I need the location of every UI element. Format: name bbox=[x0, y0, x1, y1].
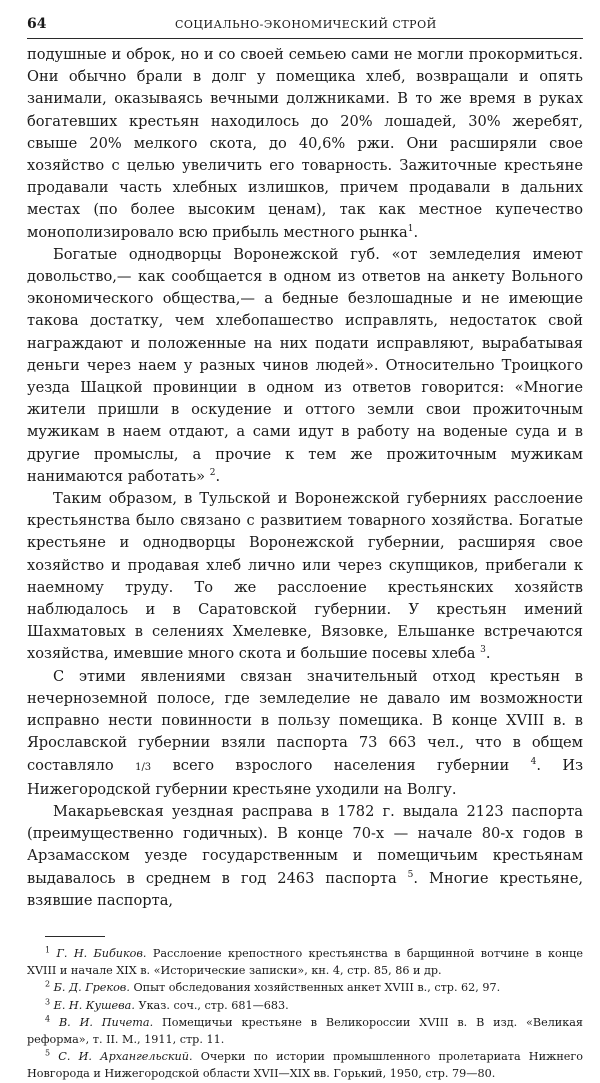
page-number: 64 bbox=[27, 16, 47, 32]
paragraph-text: . bbox=[485, 645, 491, 663]
footnote-author: В. И. Пичета. bbox=[58, 1015, 154, 1029]
paragraph-text: всего взрослого населения губернии bbox=[172, 756, 510, 774]
footnote-number: 5 bbox=[45, 1048, 51, 1058]
footnote-ref: 3 bbox=[480, 645, 486, 656]
paragraph-text: . Многие крестьяне, взявшие паспорта, bbox=[27, 869, 583, 909]
footnote-4 bbox=[27, 1014, 583, 1048]
footnote-number: 1 bbox=[45, 945, 51, 955]
footnote-text: Помещичьи крестьяне в Великороссии XVIII в. В изд. «Великая реформа», т. II. М., 1911, стр. 11. bbox=[27, 1015, 583, 1046]
book-page bbox=[27, 14, 584, 1081]
footnote-text: Расслоение крепостного крестьянства в барщинной вотчине в конце XVIII и начале XIX в. «Исторические записки», кн. 4, стр. 85, 86 и др. bbox=[27, 946, 583, 978]
paragraph-text: . bbox=[215, 467, 221, 485]
paragraph-text: Макарьевская уездная расправа в 1782 г. выдала 2123 паспорта (преимущественно годичных). В конце 70-х — начале 80-х годов в Арзамасском уезде государственным и помещичьим крестьянам выдавалось в среднем в год 2463 паспорта bbox=[27, 802, 583, 887]
paragraph-4 bbox=[27, 666, 583, 801]
footnote-1 bbox=[27, 945, 583, 979]
footnote-author: Г. Н. Бибиков. bbox=[56, 946, 147, 960]
paragraph-text: подушные и оброк, но и со своей семьею сами не могли прокормиться. Они обычно брали в долг у помещика хлеб, возвращали и опять занимали, оказываясь вечными должниками. В то же время в руках богатевших крестьян находилось до 20% лошадей, 30% жеребят, свыше 20% мелкого скота, до 40,6% ржи. Они расширяли свое хозяйство с целью увеличить его товарность. Зажиточные крестьяне продавали часть хлебных излишков, причем продавали в дальних местах (по более высоким ценам), так как местное купечество монополизировало всю прибыль местного рынка bbox=[27, 46, 583, 241]
footnote-text: Опыт обследования хозяйственных анкет XVIII в., стр. 62, 97. bbox=[133, 981, 501, 995]
paragraph-text: С этими явлениями связан значительный отход крестьян в нечерноземной полосе, где земледелие не давало им возможности исправно нести повинности в пользу помещика. В конце XVIII в. в Ярославской губернии взяли паспорта 73 663 чел., что в общем составляло bbox=[27, 667, 583, 774]
footnote-divider bbox=[45, 936, 105, 937]
fraction: 1/3 bbox=[135, 761, 152, 773]
footnotes bbox=[27, 945, 583, 1083]
footnote-author: Е. Н. Кушева. bbox=[53, 998, 135, 1012]
paragraph-3 bbox=[27, 488, 583, 666]
paragraph-1 bbox=[27, 44, 583, 244]
footnote-5 bbox=[27, 1048, 583, 1082]
footnote-ref: 1 bbox=[407, 223, 414, 234]
paragraph-2 bbox=[27, 244, 583, 488]
footnote-ref: 4 bbox=[530, 756, 537, 767]
footnote-ref: 5 bbox=[407, 869, 414, 880]
footnote-text: Очерки по истории промышленного пролетариата Нижнего Новгорода и Нижегородской области XVII—XIX вв. Горький, 1950, стр. 79—80. bbox=[27, 1050, 583, 1081]
footnote-number: 4 bbox=[45, 1014, 51, 1023]
footnote-author: Б. Д. Греков. bbox=[53, 981, 130, 995]
footnote-number: 2 bbox=[45, 979, 51, 989]
paragraph-text: . bbox=[413, 223, 419, 241]
paragraph-5 bbox=[27, 801, 583, 912]
footnote-text: Указ. соч., стр. 681—683. bbox=[138, 998, 289, 1012]
running-head bbox=[27, 14, 583, 39]
footnote-3 bbox=[27, 997, 583, 1014]
footnote-2 bbox=[27, 979, 583, 996]
footnote-ref: 2 bbox=[209, 468, 216, 478]
paragraph-text: Богатые однодворцы Воронежской губ. «от земледелия имеют довольство,— как сообщается в одном из ответов на анкету Вольного экономического общества,— а бедные безлошадные и не имеющие такова достатку, чем хлебопашество исправлять, недостаток свой награждают и положенные на них подати исправляют, вырабатывая деньги через наем у разных чинов людей». Относительно Троицкого уезда Шацкой провинции в одном из ответов говорится: «Многие жители пришли в оскудение и оттого земли свои прожиточным мужикам в наем отдают, а сами идут в работу на воденые суда и в другие промыслы, а прочие к тем же прожиточным мужикам нанимаются работать» bbox=[27, 245, 583, 485]
footnote-number: 3 bbox=[45, 996, 51, 1006]
footnote-author: С. И. Архангельский. bbox=[58, 1050, 193, 1064]
paragraph-text: . Из Нижегородской губернии крестьяне уходили на Волгу. bbox=[27, 756, 584, 798]
body-text bbox=[27, 44, 583, 912]
paragraph-text: Таким образом, в Тульской и Воронежской губерниях расслоение крестьянства было связано с развитием товарного хозяйства. Богатые крестьяне и однодворцы Воронежской губернии, расширяя свое хозяйство и продавая хлеб лично или через скупщиков, прибегали к наемному труду. То же расслоение крестьянских хозяйств наблюдалось и в Саратовской губернии. У крестьян имений Шахматовых в селениях Хмелевке, Вязовке, Ельшанке встречаются хозяйства, имевшие много скота и большие посевы хлеба bbox=[27, 490, 583, 663]
running-title: СОЦИАЛЬНО-ЭКОНОМИЧЕСКИЙ СТРОЙ bbox=[175, 18, 437, 31]
